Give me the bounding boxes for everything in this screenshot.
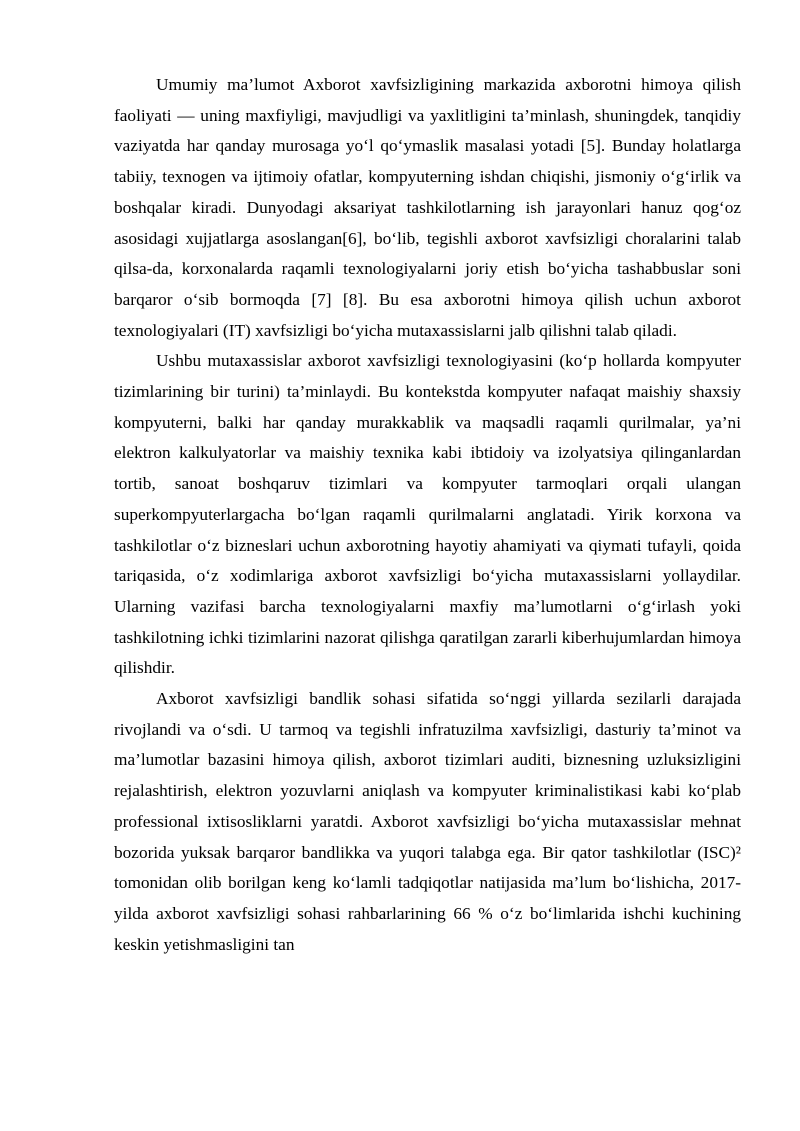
paragraph-3: Axborot xavfsizligi bandlik sohasi sifatida so‘nggi yillarda sezilarli darajada rivojlandi va o‘sdi. U tarmoq va tegishli infratuzilma xavfsizligi, dasturiy ta’minot va ma’lumotlar bazasini himoya qilish, axborot tizimlari auditi, biznesning uzluksizligini rejalashtirish, elektron yozuvlarni aniqlash va kompyuter kriminalistikasi kabi ko‘plab professional ixtisosliklarni yaratdi. Axborot xavfsizligi bo‘yicha mutaxassislar mehnat bozorida yuksak barqaror bandlikka va yuqori talabga ega. Bir qator tashkilotlar (ISC)² tomonidan olib borilgan keng ko‘lamli tadqiqotlar natijasida ma’lum bo‘lishicha, 2017-yilda axborot xavfsizligi sohasi rahbarlarining 66 % o‘z bo‘limlarida ishchi kuchining keskin yetishmasligini tan [114,689,741,954]
document-page [114,70,741,960]
paragraph-2: Ushbu mutaxassislar axborot xavfsizligi texnologiyasini (ko‘p hollarda kompyuter tizimlarining bir turini) ta’minlaydi. Bu kontekstda kompyuter nafaqat maishiy shaxsiy kompyuterni, balki har qanday murakkablik va maqsadli raqamli qurilmalar, ya’ni elektron kalkulyatorlar va maishiy texnika kabi ibtidoiy va izolyatsiya qilinganlardan tortib, sanoat boshqaruv tizimlari va kompyuter tarmoqlari orqali ulangan superkompyuterlargacha bo‘lgan raqamli qurilmalarni anglatadi. Yirik korxona va tashkilotlar o‘z bizneslari uchun axborotning hayotiy ahamiyati va qiymati tufayli, qoida tariqasida, o‘z xodimlariga axborot xavfsizligi bo‘yicha mutaxassislarni yollaydilar. Ularning vazifasi barcha texnologiyalarni maxfiy ma’lumotlarni o‘g‘irlash yoki tashkilotning ichki tizimlarini nazorat qilishga qaratilgan zararli kiberhujumlardan himoya qilishdir. [114,351,741,678]
paragraph-1: Umumiy ma’lumot Axborot xavfsizligining markazida axborotni himoya qilish faoliyati — uning maxfiyligi, mavjudligi va yaxlitligini ta’minlash, shuningdek, tanqidiy vaziyatda har qanday murosaga yo‘l qo‘ymaslik masalasi yotadi [5]. Bunday holatlarga tabiiy, texnogen va ijtimoiy ofatlar, kompyuterning ishdan chiqishi, jismoniy o‘g‘irlik va boshqalar kiradi. Dunyodagi aksariyat tashkilotlarning ish jarayonlari hanuz qog‘oz asosidagi xujjatlarga asoslangan[6], bo‘lib, tegishli axborot xavfsizligi choralarini talab qilsa-da, korxonalarda raqamli texnologiyalarni joriy etish bo‘yicha tashabbuslar soni barqaror o‘sib bormoqda [7] [8]. Bu esa axborotni himoya qilish uchun axborot texnologiyalari (IT) xavfsizligi bo‘yicha mutaxassislarni jalb qilishni talab qiladi. [114,75,741,340]
